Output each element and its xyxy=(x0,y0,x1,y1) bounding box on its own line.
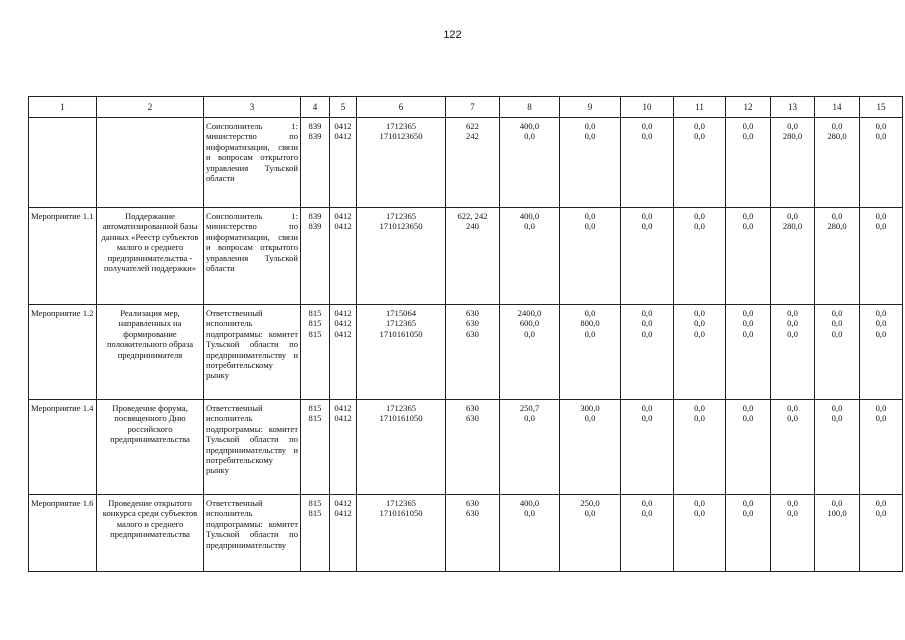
amount-cell: 0,0 0,0 xyxy=(560,208,621,305)
expense-type-cell: 630 630 630 xyxy=(446,305,500,400)
target-article-cell: 1712365 1710123650 xyxy=(357,208,446,305)
target-article-cell: 1712365 1710161050 xyxy=(357,495,446,572)
amount-cell: 0,0 0,0 0,0 xyxy=(726,305,771,400)
measure-name-cell: Поддержание автоматизированной базы данных «Реестр субъектов малого и среднего предпринимательства - получателей поддержки» xyxy=(97,208,204,305)
amount-cell: 0,0 0,0 xyxy=(560,118,621,208)
column-header: 5 xyxy=(330,97,357,118)
amount-cell: 0,0 0,0 xyxy=(726,400,771,495)
executor-cell: Соисполнитель 1: министерство по информатизации, связи и вопросам открытого управления Тульской области xyxy=(204,118,301,208)
table-row xyxy=(29,208,903,305)
column-header: 7 xyxy=(446,97,500,118)
grbs-cell: 815 815 xyxy=(301,495,330,572)
amount-cell: 400,0 0,0 xyxy=(500,118,560,208)
amount-cell: 250,7 0,0 xyxy=(500,400,560,495)
measure-cell xyxy=(29,118,97,208)
column-header: 9 xyxy=(560,97,621,118)
table-header-row xyxy=(29,97,903,118)
section-cell: 0412 0412 xyxy=(330,118,357,208)
expense-type-cell: 630 630 xyxy=(446,495,500,572)
amount-cell: 0,0 0,0 0,0 xyxy=(674,305,726,400)
measure-name-cell xyxy=(97,118,204,208)
amount-cell: 0,0 0,0 xyxy=(674,495,726,572)
amount-cell: 0,0 0,0 0,0 xyxy=(621,305,674,400)
measure-name-cell: Проведение открытого конкурса среди субъектов малого и среднего предпринимательства xyxy=(97,495,204,572)
amount-cell: 0,0 0,0 xyxy=(860,495,903,572)
amount-cell: 0,0 100,0 xyxy=(815,495,860,572)
amount-cell: 0,0 0,0 xyxy=(726,208,771,305)
column-header: 12 xyxy=(726,97,771,118)
column-header: 6 xyxy=(357,97,446,118)
budget-table xyxy=(28,96,903,572)
executor-cell: Ответственный исполнитель подпрограммы: комитет Тульской области по предпринимательству и потребительскому рынку xyxy=(204,305,301,400)
page-number: 122 xyxy=(443,29,462,41)
column-header: 1 xyxy=(29,97,97,118)
amount-cell: 0,0 280,0 xyxy=(815,118,860,208)
amount-cell: 0,0 0,0 xyxy=(621,118,674,208)
measure-cell: Мероприятие 1.4 xyxy=(29,400,97,495)
table-row xyxy=(29,305,903,400)
measure-name-cell: Проведение форума, посвященного Дню российского предпринимательства xyxy=(97,400,204,495)
amount-cell: 0,0 0,0 xyxy=(860,118,903,208)
grbs-cell: 815 815 xyxy=(301,400,330,495)
column-header: 11 xyxy=(674,97,726,118)
amount-cell: 0,0 0,0 xyxy=(726,118,771,208)
column-header: 2 xyxy=(97,97,204,118)
expense-type-cell: 622, 242 240 xyxy=(446,208,500,305)
amount-cell: 0,0 0,0 xyxy=(674,208,726,305)
amount-cell: 300,0 0,0 xyxy=(560,400,621,495)
amount-cell: 0,0 800,0 0,0 xyxy=(560,305,621,400)
amount-cell: 0,0 0,0 xyxy=(726,495,771,572)
amount-cell: 0,0 0,0 xyxy=(860,208,903,305)
table-row xyxy=(29,118,903,208)
executor-cell: Ответственный исполнитель подпрограммы: комитет Тульской области по предпринимательству и потребительскому рынку xyxy=(204,400,301,495)
amount-cell: 0,0 280,0 xyxy=(815,208,860,305)
amount-cell: 400,0 0,0 xyxy=(500,208,560,305)
grbs-cell: 839 839 xyxy=(301,208,330,305)
amount-cell: 0,0 0,0 xyxy=(621,400,674,495)
amount-cell: 0,0 0,0 xyxy=(771,400,815,495)
measure-cell: Мероприятие 1.1 xyxy=(29,208,97,305)
table-row xyxy=(29,400,903,495)
section-cell: 0412 0412 xyxy=(330,495,357,572)
amount-cell: 0,0 0,0 0,0 xyxy=(860,305,903,400)
section-cell: 0412 0412 xyxy=(330,400,357,495)
target-article-cell: 1712365 1710161050 xyxy=(357,400,446,495)
amount-cell: 400,0 0,0 xyxy=(500,495,560,572)
amount-cell: 0,0 0,0 xyxy=(621,208,674,305)
amount-cell: 0,0 0,0 xyxy=(674,400,726,495)
amount-cell: 0,0 0,0 0,0 xyxy=(815,305,860,400)
grbs-cell: 815 815 815 xyxy=(301,305,330,400)
amount-cell: 0,0 0,0 xyxy=(860,400,903,495)
target-article-cell: 1715064 1712365 1710161050 xyxy=(357,305,446,400)
column-header: 8 xyxy=(500,97,560,118)
column-header: 13 xyxy=(771,97,815,118)
table-row xyxy=(29,495,903,572)
amount-cell: 0,0 280,0 xyxy=(771,118,815,208)
executor-cell: Ответственный исполнитель подпрограммы: комитет Тульской области по предпринимательству xyxy=(204,495,301,572)
measure-cell: Мероприятие 1.2 xyxy=(29,305,97,400)
amount-cell: 0,0 0,0 xyxy=(771,495,815,572)
grbs-cell: 839 839 xyxy=(301,118,330,208)
amount-cell: 0,0 0,0 xyxy=(815,400,860,495)
section-cell: 0412 0412 xyxy=(330,208,357,305)
amount-cell: 250,0 0,0 xyxy=(560,495,621,572)
measure-cell: Мероприятие 1.6 xyxy=(29,495,97,572)
expense-type-cell: 622 242 xyxy=(446,118,500,208)
amount-cell: 2400,0 600,0 0,0 xyxy=(500,305,560,400)
executor-cell: Соисполнитель 1: министерство по информатизации, связи и вопросам открытого управления Тульской области xyxy=(204,208,301,305)
column-header: 14 xyxy=(815,97,860,118)
section-cell: 0412 0412 0412 xyxy=(330,305,357,400)
column-header: 3 xyxy=(204,97,301,118)
amount-cell: 0,0 0,0 0,0 xyxy=(771,305,815,400)
column-header: 10 xyxy=(621,97,674,118)
target-article-cell: 1712365 1710123650 xyxy=(357,118,446,208)
amount-cell: 0,0 0,0 xyxy=(621,495,674,572)
amount-cell: 0,0 280,0 xyxy=(771,208,815,305)
measure-name-cell: Реализация мер, направленных на формирование положительного образа предпринимателя xyxy=(97,305,204,400)
amount-cell: 0,0 0,0 xyxy=(674,118,726,208)
column-header: 4 xyxy=(301,97,330,118)
column-header: 15 xyxy=(860,97,903,118)
expense-type-cell: 630 630 xyxy=(446,400,500,495)
